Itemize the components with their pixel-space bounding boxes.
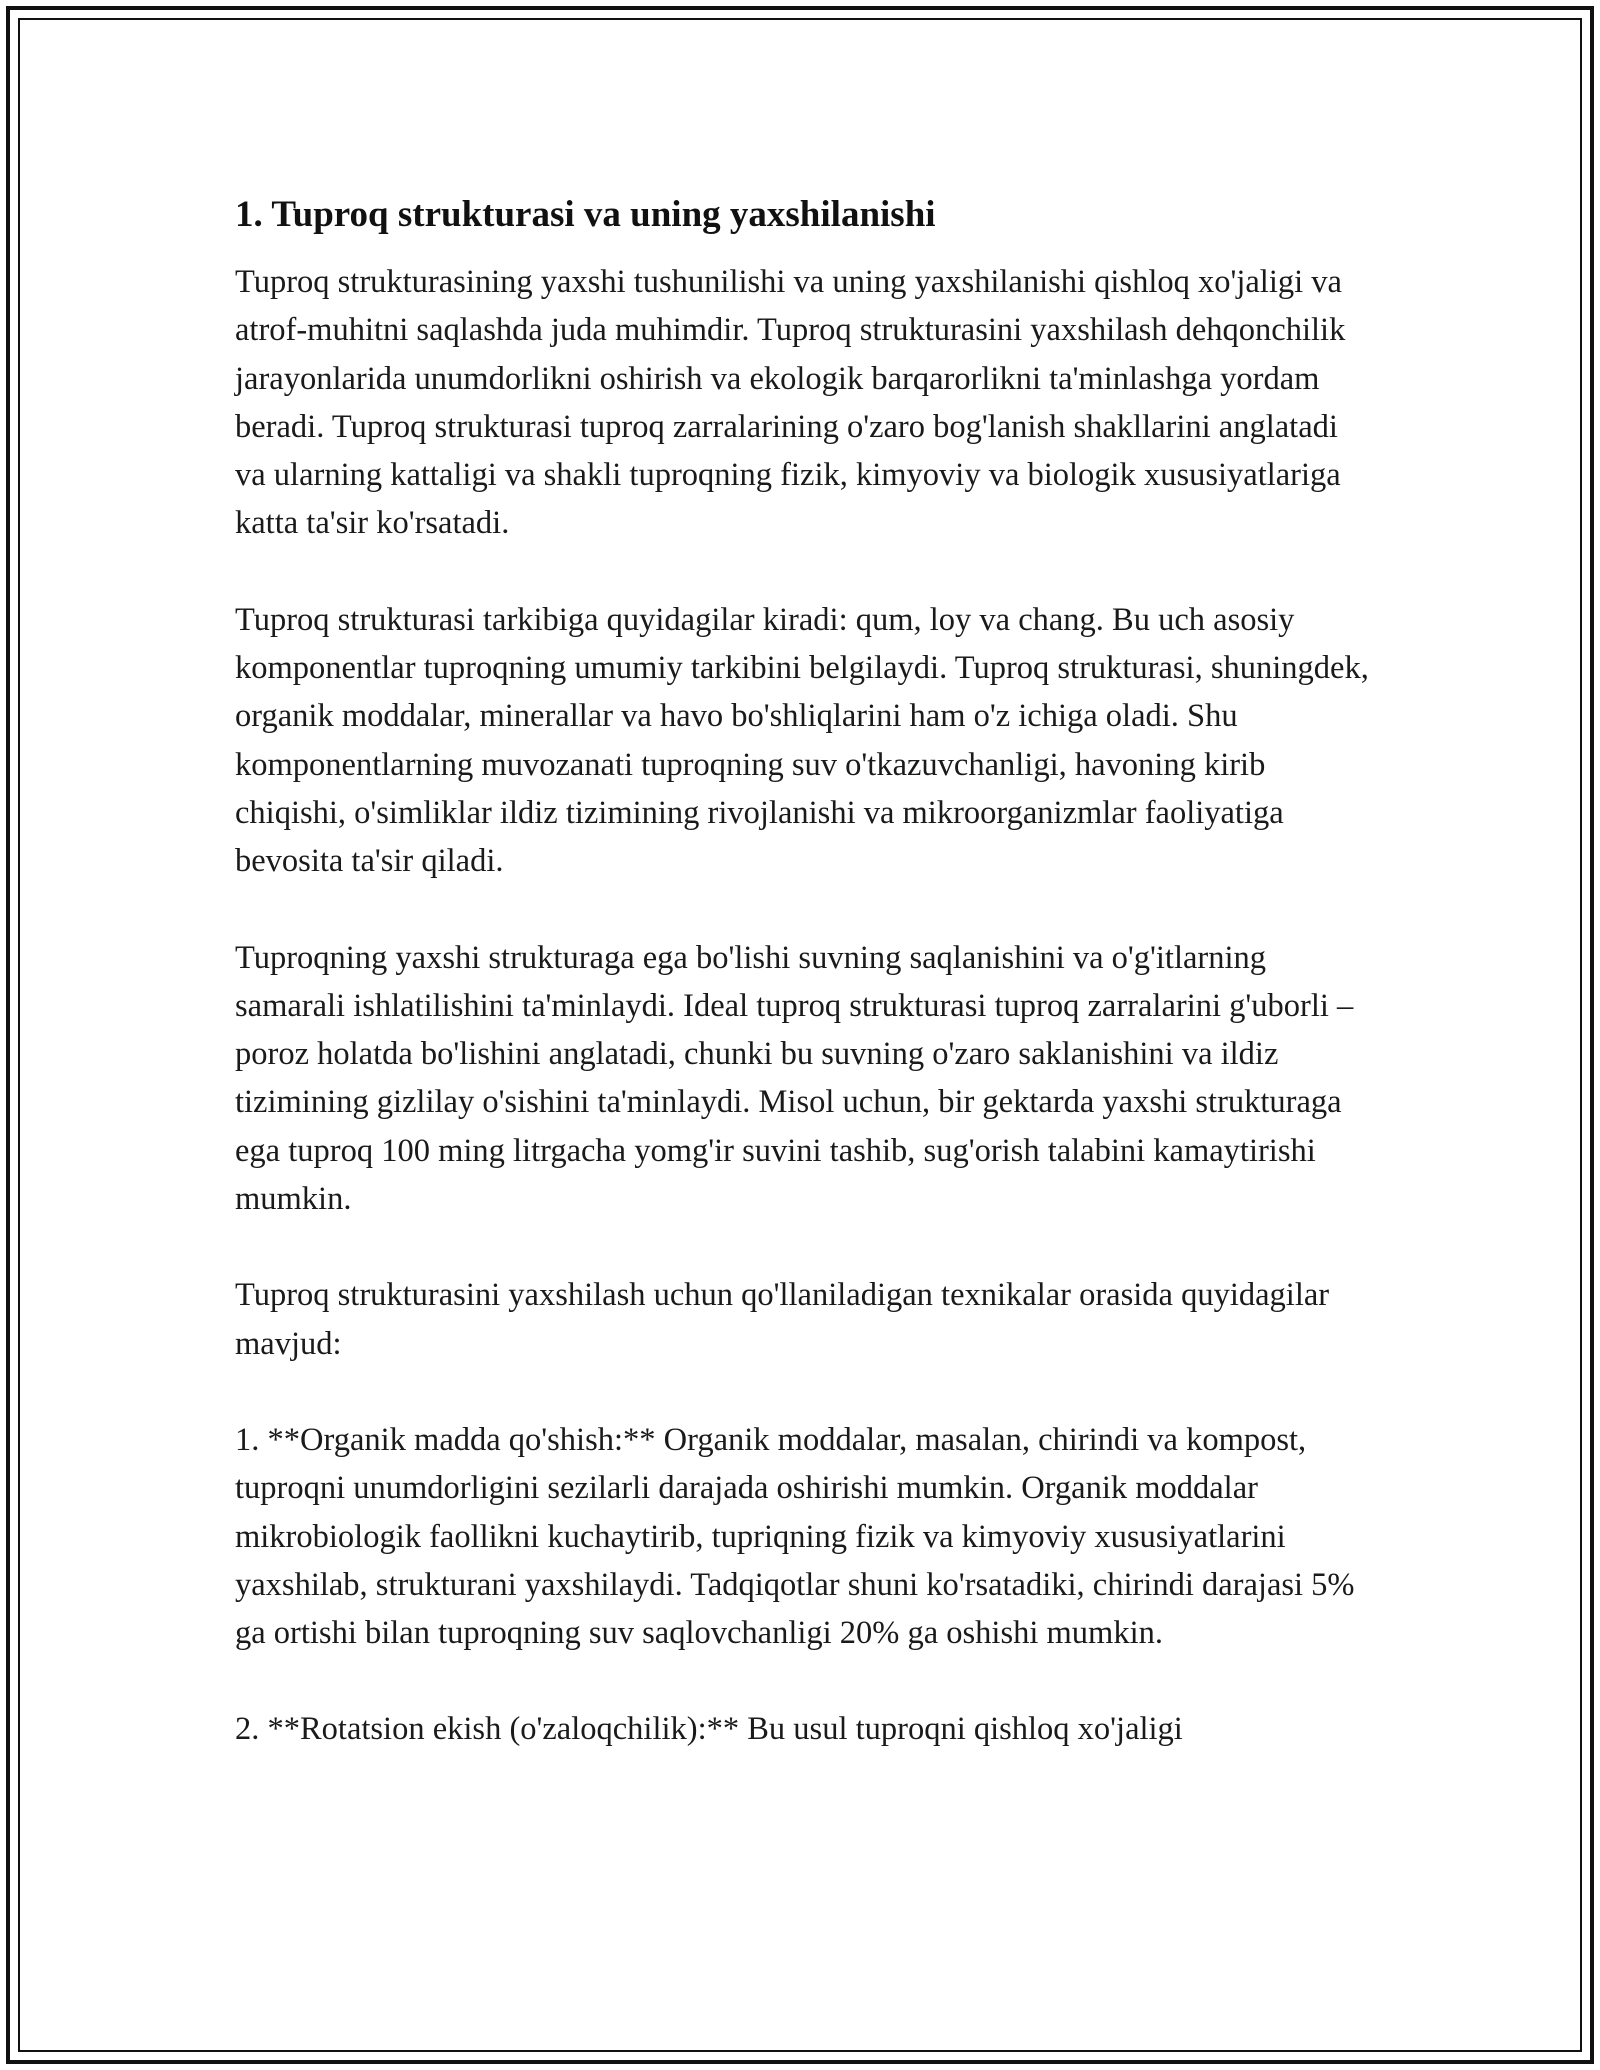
paragraph-good-structure: Tuproqning yaxshi strukturaga ega bo'lishi suvning saqlanishini va o'g'itlarning samarali ishlatilishini ta'minlaydi. Ideal tuproq strukturasi tuproq zarralarini g'uborli – poroz holatda bo'lishini anglatadi, chunki bu suvning o'zaro saklanishini va ildiz tizimining gizlilay o'sishini ta'minlaydi. Misol uchun, bir gektarda yaxshi strukturaga ega tuproq 100 ming litrgacha yomg'ir suvini tashib, sug'orish talabini kamaytirishi mumkin. [235, 939, 1354, 1218]
section-heading: 1. Tuproq strukturasi va uning yaxshilanishi [235, 194, 936, 235]
paragraph-techniques-intro: Tuproq strukturasini yaxshilash uchun qo'llaniladigan texnikalar orasida quyidagilar mavjud: [235, 1277, 1330, 1362]
paragraph-intro: Tuproq strukturasining yaxshi tushunilishi va uning yaxshilanishi qishloq xo'jaligi va atrof-muhitni saqlashda juda muhimdir. Tuproq strukturasini yaxshilash dehqonchilik jarayonlarida unumdorlikni oshirish va ekologik barqarorlikni ta'minlashga yordam beradi. Tuproq strukturasi tuproq zarralarining o'zaro bog'lanish shakllarini anglatadi va ularning kattaligi va shakli tuproqning fizik, kimyoviy va biologik xususiyatlariga katta ta'sir ko'rsatadi. [235, 264, 1346, 542]
list-item-organic-matter: 1. **Organik madda qo'shish:** Organik moddalar, masalan, chirindi va kompost, tuproqni unumdorligini sezilarli darajada oshirishi mumkin. Organik moddalar mikrobiologik faollikni kuchaytirib, tupriqning fizik va kimyoviy xususiyatlarini yaxshilab, strukturani yaxshilaydi. Tadqiqotlar shuni ko'rsatadiki, chirindi darajasi 5% ga ortishi bilan tuproqning suv saqlovchanligi 20% ga oshishi mumkin. [235, 1421, 1355, 1652]
list-item-crop-rotation: 2. **Rotatsion ekish (o'zaloqchilik):** Bu usul tuproqni qishloq xo'jaligi [235, 1711, 1183, 1748]
paragraph-composition: Tuproq strukturasi tarkibiga quyidagilar kiradi: qum, loy va chang. Bu uch asosiy komponentlar tuproqning umumiy tarkibini belgilaydi. Tuproq strukturasi, shuningdek, organik moddalar, minerallar va havo bo'shliqlarini ham o'z ichiga oladi. Shu komponentlarning muvozanati tuproqning suv o'tkazuvchanligi, havoning kirib chiqishi, o'simliklar ildiz tizimining rivojlanishi va mikroorganizmlar faoliyatiga bevosita ta'sir qiladi. [235, 601, 1369, 880]
document-page [235, 190, 1375, 1754]
